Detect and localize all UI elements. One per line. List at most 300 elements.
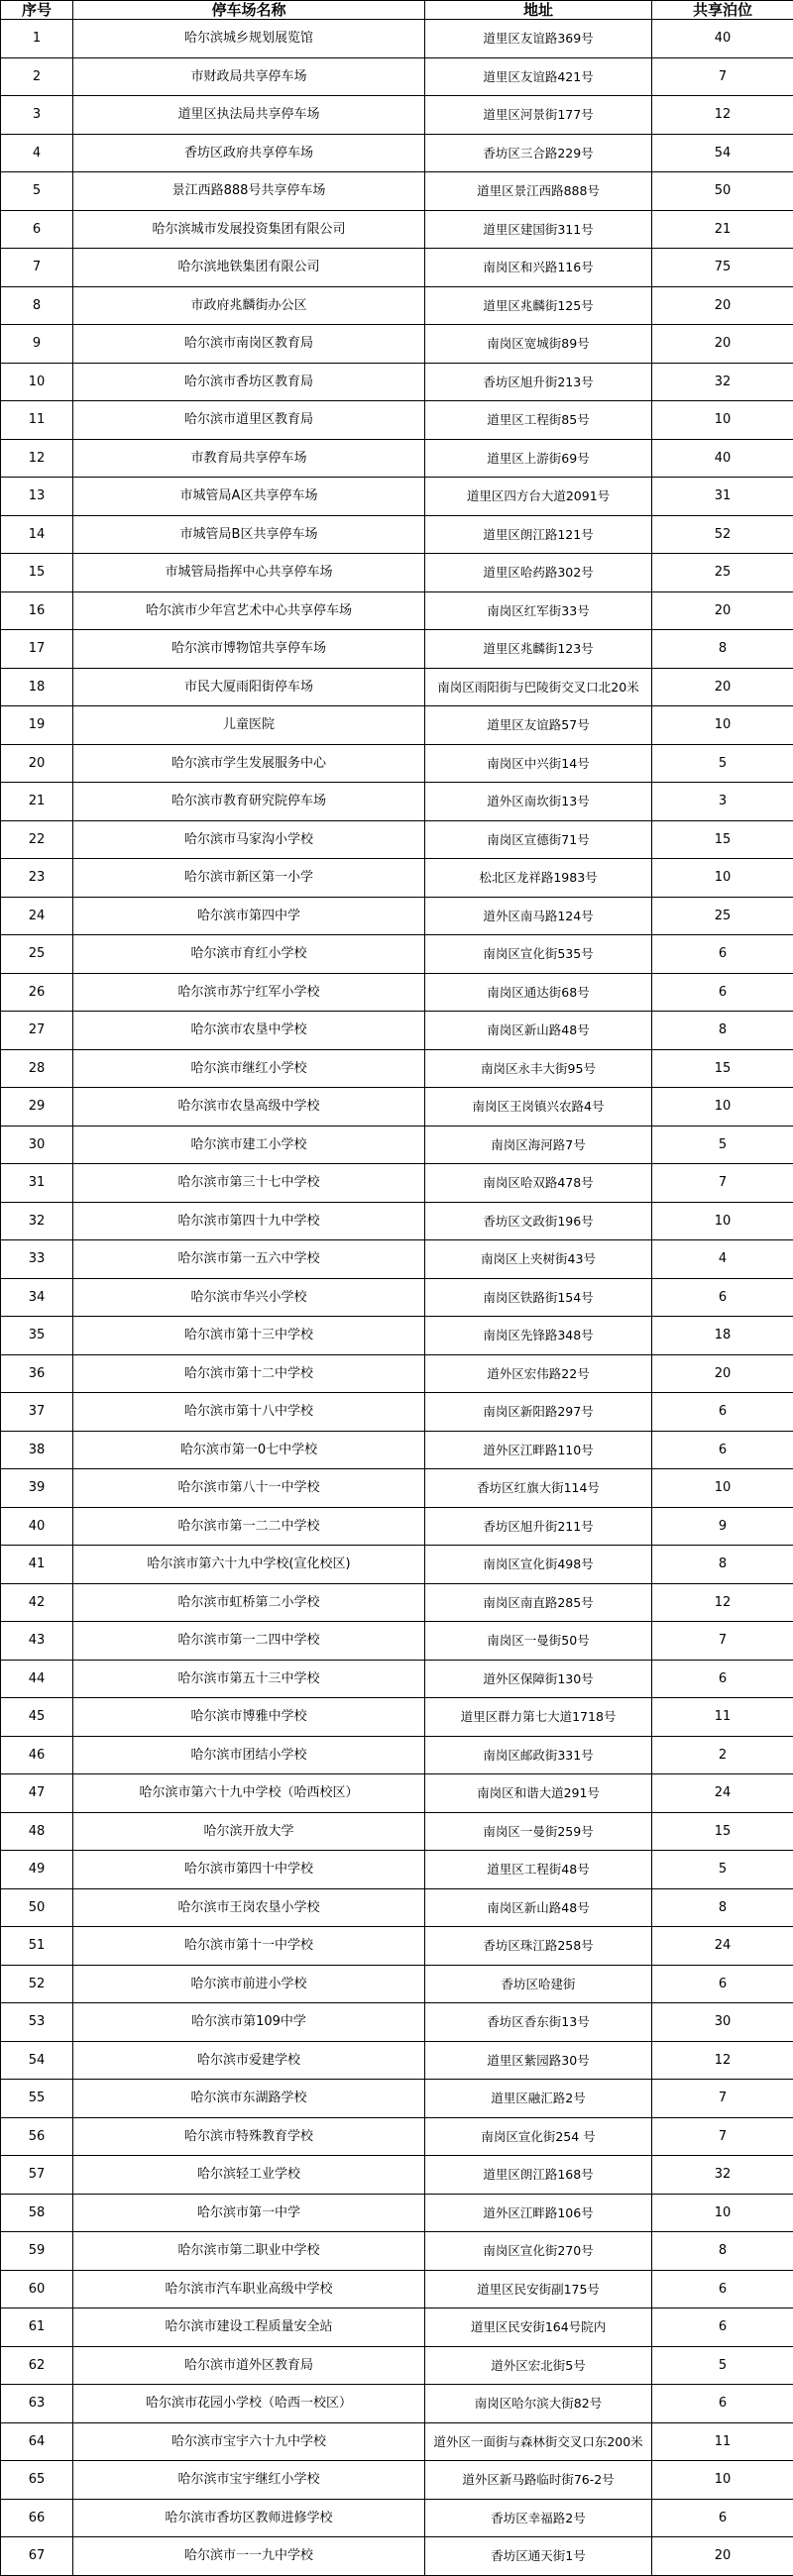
cell-name: 哈尔滨市博物馆共享停车场 — [73, 630, 425, 669]
cell-spaces: 8 — [652, 1012, 793, 1050]
cell-no: 24 — [1, 897, 73, 935]
cell-no: 16 — [1, 591, 73, 630]
cell-spaces: 12 — [652, 2041, 793, 2080]
table-row — [1, 1049, 793, 1088]
table-header — [1, 1, 793, 20]
cell-spaces: 6 — [652, 1393, 793, 1432]
cell-no: 50 — [1, 1888, 73, 1927]
cell-no: 10 — [1, 363, 73, 401]
cell-spaces: 12 — [652, 1583, 793, 1622]
cell-name: 哈尔滨市育红小学校 — [73, 935, 425, 974]
cell-name: 哈尔滨市农垦高级中学校 — [73, 1088, 425, 1127]
cell-address: 南岗区铁路街154号 — [425, 1278, 652, 1317]
table-row — [1, 2117, 793, 2156]
table-row — [1, 2499, 793, 2537]
cell-no: 57 — [1, 2156, 73, 2195]
cell-no: 49 — [1, 1851, 73, 1889]
cell-address: 南岗区一曼街259号 — [425, 1812, 652, 1851]
cell-address: 南岗区新山路48号 — [425, 1012, 652, 1050]
cell-no: 56 — [1, 2117, 73, 2156]
cell-name: 哈尔滨市香坊区教育局 — [73, 363, 425, 401]
cell-no: 62 — [1, 2346, 73, 2385]
cell-no: 18 — [1, 668, 73, 706]
cell-name: 哈尔滨市东湖路学校 — [73, 2080, 425, 2118]
cell-spaces: 6 — [652, 2499, 793, 2537]
cell-spaces: 40 — [652, 439, 793, 478]
cell-name: 哈尔滨市第十三中学校 — [73, 1317, 425, 1355]
cell-address: 南岗区雨阳街与巴陵街交叉口北20米 — [425, 668, 652, 706]
cell-name: 哈尔滨市华兴小学校 — [73, 1278, 425, 1317]
cell-name: 哈尔滨市马家沟小学校 — [73, 820, 425, 859]
cell-name: 哈尔滨市第三十七中学校 — [73, 1164, 425, 1203]
cell-address: 南岗区永丰大街95号 — [425, 1049, 652, 1088]
table-row — [1, 2003, 793, 2042]
cell-spaces: 9 — [652, 1507, 793, 1546]
table-row — [1, 1660, 793, 1698]
cell-spaces: 5 — [652, 2346, 793, 2385]
header-name: 停车场名称 — [73, 1, 425, 20]
cell-spaces: 25 — [652, 897, 793, 935]
table-row — [1, 2537, 793, 2576]
cell-name: 哈尔滨市第一0七中学校 — [73, 1431, 425, 1469]
cell-name: 市政府兆麟街办公区 — [73, 286, 425, 325]
cell-name: 哈尔滨市第四十九中学校 — [73, 1202, 425, 1240]
table-row — [1, 744, 793, 783]
table-row — [1, 363, 793, 401]
cell-spaces: 4 — [652, 1240, 793, 1279]
table-row — [1, 1888, 793, 1927]
cell-address: 香坊区哈建街 — [425, 1965, 652, 2003]
cell-spaces: 7 — [652, 2117, 793, 2156]
cell-name: 哈尔滨市第十二中学校 — [73, 1354, 425, 1393]
cell-spaces: 7 — [652, 57, 793, 96]
cell-address: 道里区兆麟街123号 — [425, 630, 652, 669]
cell-address: 道外区一面街与森林街交叉口东200米 — [425, 2422, 652, 2461]
cell-name: 哈尔滨市第六十九中学校（哈西校区） — [73, 1774, 425, 1813]
cell-spaces: 20 — [652, 591, 793, 630]
table-row — [1, 439, 793, 478]
cell-address: 南岗区王岗镇兴农路4号 — [425, 1088, 652, 1127]
cell-address: 道里区友谊路369号 — [425, 20, 652, 58]
cell-name: 哈尔滨市教育研究院停车场 — [73, 783, 425, 821]
cell-address: 道里区民安街164号院内 — [425, 2308, 652, 2347]
cell-address: 道外区南马路124号 — [425, 897, 652, 935]
table-row — [1, 286, 793, 325]
cell-no: 60 — [1, 2270, 73, 2308]
table-row — [1, 1088, 793, 1127]
table-row — [1, 478, 793, 516]
cell-no: 63 — [1, 2385, 73, 2423]
cell-spaces: 20 — [652, 668, 793, 706]
cell-address: 道里区工程街85号 — [425, 401, 652, 440]
cell-spaces: 15 — [652, 1812, 793, 1851]
cell-no: 11 — [1, 401, 73, 440]
cell-spaces: 50 — [652, 172, 793, 211]
cell-name: 哈尔滨市王岗农垦小学校 — [73, 1888, 425, 1927]
cell-spaces: 15 — [652, 820, 793, 859]
table-row — [1, 1851, 793, 1889]
cell-no: 1 — [1, 20, 73, 58]
cell-no: 64 — [1, 2422, 73, 2461]
cell-name: 哈尔滨城市发展投资集团有限公司 — [73, 210, 425, 249]
cell-no: 31 — [1, 1164, 73, 1203]
cell-no: 17 — [1, 630, 73, 669]
cell-name: 市民大厦雨阳街停车场 — [73, 668, 425, 706]
cell-spaces: 20 — [652, 286, 793, 325]
cell-address: 道外区江畔路106号 — [425, 2194, 652, 2232]
cell-address: 道里区哈药路302号 — [425, 554, 652, 592]
cell-name: 哈尔滨市建设工程质量安全站 — [73, 2308, 425, 2347]
cell-address: 香坊区通天街1号 — [425, 2537, 652, 2576]
cell-spaces: 6 — [652, 973, 793, 1012]
cell-name: 哈尔滨市第一二四中学校 — [73, 1622, 425, 1661]
table-row — [1, 554, 793, 592]
cell-name: 市城管局A区共享停车场 — [73, 478, 425, 516]
cell-name: 哈尔滨市第109中学 — [73, 2003, 425, 2042]
cell-address: 南岗区宣化街270号 — [425, 2232, 652, 2271]
cell-address: 南岗区和谐大道291号 — [425, 1774, 652, 1813]
cell-address: 南岗区宣化街254 号 — [425, 2117, 652, 2156]
cell-no: 39 — [1, 1469, 73, 1508]
cell-address: 南岗区新阳路297号 — [425, 1393, 652, 1432]
table-row — [1, 630, 793, 669]
cell-name: 哈尔滨市第十一中学校 — [73, 1927, 425, 1966]
cell-no: 47 — [1, 1774, 73, 1813]
cell-address: 道外区南坎街13号 — [425, 783, 652, 821]
cell-no: 45 — [1, 1698, 73, 1737]
cell-spaces: 21 — [652, 210, 793, 249]
cell-address: 道里区朗江路168号 — [425, 2156, 652, 2195]
cell-no: 48 — [1, 1812, 73, 1851]
cell-name: 哈尔滨市团结小学校 — [73, 1736, 425, 1774]
cell-spaces: 10 — [652, 1202, 793, 1240]
cell-name: 哈尔滨市苏宁红军小学校 — [73, 973, 425, 1012]
cell-name: 哈尔滨市虹桥第二小学校 — [73, 1583, 425, 1622]
cell-address: 道里区朗江路121号 — [425, 515, 652, 554]
cell-name: 哈尔滨市特殊教育学校 — [73, 2117, 425, 2156]
header-row — [1, 1, 793, 20]
cell-address: 道里区上游街69号 — [425, 439, 652, 478]
cell-no: 21 — [1, 783, 73, 821]
table-row — [1, 1774, 793, 1813]
table-row — [1, 2080, 793, 2118]
cell-spaces: 10 — [652, 1088, 793, 1127]
table-row — [1, 134, 793, 172]
table-row — [1, 2422, 793, 2461]
cell-address: 道里区友谊路421号 — [425, 57, 652, 96]
cell-address: 香坊区红旗大街114号 — [425, 1469, 652, 1508]
table-row — [1, 2461, 793, 2500]
cell-address: 香坊区三合路229号 — [425, 134, 652, 172]
cell-spaces: 5 — [652, 744, 793, 783]
cell-name: 哈尔滨市第一中学 — [73, 2194, 425, 2232]
table-row — [1, 1469, 793, 1508]
table-row — [1, 172, 793, 211]
cell-address: 道里区紫园路30号 — [425, 2041, 652, 2080]
table-row — [1, 935, 793, 974]
table-row — [1, 1278, 793, 1317]
cell-spaces: 75 — [652, 249, 793, 287]
cell-name: 哈尔滨轻工业学校 — [73, 2156, 425, 2195]
table-row — [1, 783, 793, 821]
cell-name: 市城管局B区共享停车场 — [73, 515, 425, 554]
table-row — [1, 706, 793, 745]
cell-spaces: 20 — [652, 325, 793, 364]
cell-address: 香坊区文政街196号 — [425, 1202, 652, 1240]
cell-address: 南岗区通达街68号 — [425, 973, 652, 1012]
table-row — [1, 859, 793, 898]
table-row — [1, 1927, 793, 1966]
table-row — [1, 2232, 793, 2271]
cell-address: 道外区江畔路110号 — [425, 1431, 652, 1469]
cell-address: 南岗区一曼街50号 — [425, 1622, 652, 1661]
cell-spaces: 6 — [652, 1660, 793, 1698]
cell-spaces: 10 — [652, 2461, 793, 2500]
cell-no: 27 — [1, 1012, 73, 1050]
cell-spaces: 7 — [652, 1622, 793, 1661]
table-row — [1, 2308, 793, 2347]
table-row — [1, 249, 793, 287]
cell-address: 道里区四方台大道2091号 — [425, 478, 652, 516]
cell-no: 15 — [1, 554, 73, 592]
cell-no: 53 — [1, 2003, 73, 2042]
cell-address: 南岗区上夹树街43号 — [425, 1240, 652, 1279]
cell-no: 34 — [1, 1278, 73, 1317]
cell-spaces: 32 — [652, 363, 793, 401]
cell-no: 44 — [1, 1660, 73, 1698]
cell-name: 香坊区政府共享停车场 — [73, 134, 425, 172]
cell-spaces: 11 — [652, 1698, 793, 1737]
cell-spaces: 24 — [652, 1774, 793, 1813]
table-row — [1, 1393, 793, 1432]
cell-spaces: 10 — [652, 401, 793, 440]
table-row — [1, 1354, 793, 1393]
cell-spaces: 15 — [652, 1049, 793, 1088]
cell-spaces: 52 — [652, 515, 793, 554]
table-row — [1, 2270, 793, 2308]
cell-name: 哈尔滨市第八十一中学校 — [73, 1469, 425, 1508]
cell-no: 67 — [1, 2537, 73, 2576]
cell-spaces: 40 — [652, 20, 793, 58]
cell-spaces: 20 — [652, 1354, 793, 1393]
cell-address: 南岗区和兴路116号 — [425, 249, 652, 287]
cell-spaces: 6 — [652, 935, 793, 974]
cell-name: 哈尔滨城乡规划展览馆 — [73, 20, 425, 58]
cell-name: 哈尔滨市第四十中学校 — [73, 1851, 425, 1889]
cell-name: 哈尔滨市少年宫艺术中心共享停车场 — [73, 591, 425, 630]
cell-no: 65 — [1, 2461, 73, 2500]
cell-spaces: 8 — [652, 1888, 793, 1927]
cell-no: 20 — [1, 744, 73, 783]
cell-spaces: 10 — [652, 2194, 793, 2232]
cell-name: 市城管局指挥中心共享停车场 — [73, 554, 425, 592]
cell-address: 南岗区红军街33号 — [425, 591, 652, 630]
cell-no: 38 — [1, 1431, 73, 1469]
cell-spaces: 10 — [652, 706, 793, 745]
cell-name: 哈尔滨市继红小学校 — [73, 1049, 425, 1088]
table-row — [1, 1126, 793, 1164]
cell-name: 哈尔滨市宝宇六十九中学校 — [73, 2422, 425, 2461]
cell-spaces: 6 — [652, 2308, 793, 2347]
cell-no: 43 — [1, 1622, 73, 1661]
cell-address: 南岗区宣化街535号 — [425, 935, 652, 974]
cell-no: 12 — [1, 439, 73, 478]
cell-name: 哈尔滨地铁集团有限公司 — [73, 249, 425, 287]
table-row — [1, 973, 793, 1012]
cell-spaces: 5 — [652, 1851, 793, 1889]
cell-no: 22 — [1, 820, 73, 859]
cell-address: 南岗区先锋路348号 — [425, 1317, 652, 1355]
cell-name: 哈尔滨市第一五六中学校 — [73, 1240, 425, 1279]
table-row — [1, 210, 793, 249]
cell-spaces: 6 — [652, 1431, 793, 1469]
cell-spaces: 6 — [652, 2385, 793, 2423]
table-row — [1, 1507, 793, 1546]
table-row — [1, 2156, 793, 2195]
cell-no: 41 — [1, 1546, 73, 1584]
cell-name: 哈尔滨市第五十三中学校 — [73, 1660, 425, 1698]
cell-name: 哈尔滨市香坊区教师进修学校 — [73, 2499, 425, 2537]
cell-no: 36 — [1, 1354, 73, 1393]
table-row — [1, 820, 793, 859]
cell-name: 哈尔滨市前进小学校 — [73, 1965, 425, 2003]
cell-no: 13 — [1, 478, 73, 516]
table-row — [1, 1240, 793, 1279]
cell-spaces: 5 — [652, 1126, 793, 1164]
table-row — [1, 2385, 793, 2423]
cell-address: 道里区工程街48号 — [425, 1851, 652, 1889]
cell-address: 南岗区哈尔滨大街82号 — [425, 2385, 652, 2423]
cell-no: 33 — [1, 1240, 73, 1279]
table-row — [1, 1736, 793, 1774]
cell-spaces: 6 — [652, 2270, 793, 2308]
cell-address: 南岗区哈双路478号 — [425, 1164, 652, 1203]
cell-address: 南岗区新山路48号 — [425, 1888, 652, 1927]
cell-address: 南岗区宣化街498号 — [425, 1546, 652, 1584]
cell-no: 3 — [1, 96, 73, 135]
cell-address: 南岗区邮政街331号 — [425, 1736, 652, 1774]
cell-address: 道里区融汇路2号 — [425, 2080, 652, 2118]
table-row — [1, 1317, 793, 1355]
table-row — [1, 57, 793, 96]
cell-no: 23 — [1, 859, 73, 898]
cell-spaces: 12 — [652, 96, 793, 135]
cell-name: 哈尔滨市南岗区教育局 — [73, 325, 425, 364]
cell-address: 道里区景江西路888号 — [425, 172, 652, 211]
cell-address: 道外区宏北街5号 — [425, 2346, 652, 2385]
table-row — [1, 1812, 793, 1851]
cell-no: 59 — [1, 2232, 73, 2271]
cell-no: 29 — [1, 1088, 73, 1127]
cell-spaces: 11 — [652, 2422, 793, 2461]
cell-spaces: 30 — [652, 2003, 793, 2042]
cell-no: 25 — [1, 935, 73, 974]
table-row — [1, 515, 793, 554]
cell-address: 道里区民安街副175号 — [425, 2270, 652, 2308]
cell-name: 哈尔滨市第六十九中学校(宣化校区) — [73, 1546, 425, 1584]
cell-no: 9 — [1, 325, 73, 364]
cell-address: 道里区友谊路57号 — [425, 706, 652, 745]
cell-name: 哈尔滨市道外区教育局 — [73, 2346, 425, 2385]
cell-no: 46 — [1, 1736, 73, 1774]
table-row — [1, 2041, 793, 2080]
cell-spaces: 8 — [652, 630, 793, 669]
table-row — [1, 1583, 793, 1622]
cell-name: 道里区执法局共享停车场 — [73, 96, 425, 135]
cell-spaces: 3 — [652, 783, 793, 821]
cell-no: 52 — [1, 1965, 73, 2003]
cell-name: 哈尔滨市博雅中学校 — [73, 1698, 425, 1737]
table-row — [1, 2346, 793, 2385]
cell-name: 哈尔滨市一一九中学校 — [73, 2537, 425, 2576]
cell-name: 哈尔滨市农垦中学校 — [73, 1012, 425, 1050]
table-row — [1, 20, 793, 58]
cell-address: 南岗区宽城街89号 — [425, 325, 652, 364]
cell-spaces: 6 — [652, 1278, 793, 1317]
header-no: 序号 — [1, 1, 73, 20]
table-row — [1, 1546, 793, 1584]
cell-no: 7 — [1, 249, 73, 287]
cell-no: 37 — [1, 1393, 73, 1432]
cell-name: 哈尔滨市汽车职业高级中学校 — [73, 2270, 425, 2308]
cell-no: 32 — [1, 1202, 73, 1240]
cell-spaces: 20 — [652, 2537, 793, 2576]
cell-name: 哈尔滨市第四中学 — [73, 897, 425, 935]
cell-address: 香坊区旭升街211号 — [425, 1507, 652, 1546]
cell-spaces: 8 — [652, 2232, 793, 2271]
cell-address: 香坊区香东街13号 — [425, 2003, 652, 2042]
cell-spaces: 2 — [652, 1736, 793, 1774]
cell-no: 51 — [1, 1927, 73, 1966]
cell-address: 道里区群力第七大道1718号 — [425, 1698, 652, 1737]
cell-no: 54 — [1, 2041, 73, 2080]
cell-name: 哈尔滨市新区第一小学 — [73, 859, 425, 898]
cell-address: 南岗区海河路7号 — [425, 1126, 652, 1164]
cell-name: 哈尔滨市建工小学校 — [73, 1126, 425, 1164]
header-address: 地址 — [425, 1, 652, 20]
table-body — [1, 20, 793, 2576]
table-row — [1, 2194, 793, 2232]
cell-no: 66 — [1, 2499, 73, 2537]
table-row — [1, 1012, 793, 1050]
cell-no: 26 — [1, 973, 73, 1012]
cell-name: 景江西路888号共享停车场 — [73, 172, 425, 211]
cell-no: 8 — [1, 286, 73, 325]
table-row — [1, 401, 793, 440]
cell-no: 42 — [1, 1583, 73, 1622]
cell-address: 道里区河景街177号 — [425, 96, 652, 135]
cell-spaces: 32 — [652, 2156, 793, 2195]
cell-address: 南岗区宣德街71号 — [425, 820, 652, 859]
cell-name: 市财政局共享停车场 — [73, 57, 425, 96]
cell-name: 哈尔滨市第一二二中学校 — [73, 1507, 425, 1546]
cell-spaces: 6 — [652, 1965, 793, 2003]
cell-no: 55 — [1, 2080, 73, 2118]
cell-no: 35 — [1, 1317, 73, 1355]
cell-address: 香坊区旭升街213号 — [425, 363, 652, 401]
cell-name: 哈尔滨市花园小学校（哈西一校区） — [73, 2385, 425, 2423]
cell-address: 香坊区幸福路2号 — [425, 2499, 652, 2537]
cell-no: 40 — [1, 1507, 73, 1546]
cell-name: 哈尔滨市道里区教育局 — [73, 401, 425, 440]
table-row — [1, 897, 793, 935]
cell-no: 5 — [1, 172, 73, 211]
cell-address: 香坊区珠江路258号 — [425, 1927, 652, 1966]
table-row — [1, 668, 793, 706]
cell-name: 哈尔滨市宝宇继红小学校 — [73, 2461, 425, 2500]
table-row — [1, 1698, 793, 1737]
cell-spaces: 7 — [652, 1164, 793, 1203]
